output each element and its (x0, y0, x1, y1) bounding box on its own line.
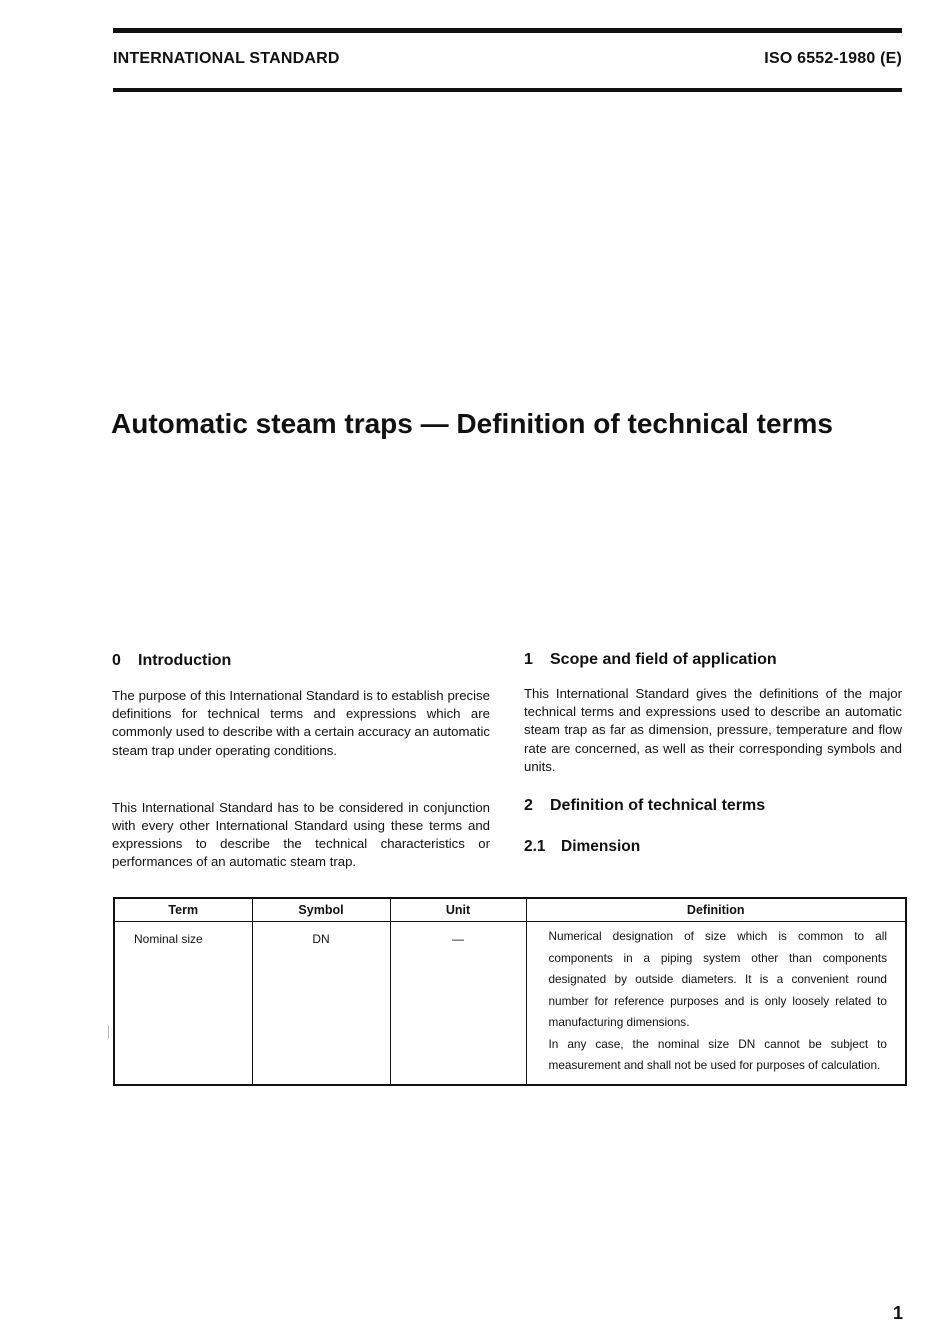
terms-table (113, 897, 907, 1086)
section-title: Introduction (138, 652, 232, 669)
section-number: 0 (112, 652, 121, 669)
section-number: 2.1 (524, 838, 546, 856)
section-heading-definitions (524, 795, 902, 817)
margin-mark (108, 1025, 109, 1039)
section-title: Scope and field of application (550, 651, 777, 668)
header-bottom-rule (113, 88, 902, 92)
column-header-definition: Definition (526, 898, 906, 922)
column-header-symbol: Symbol (252, 898, 390, 922)
cell-symbol: DN (252, 922, 390, 1086)
table-header-row (114, 898, 906, 922)
right-column (524, 649, 902, 858)
header-top-rule (113, 28, 902, 33)
section-number: 1 (524, 651, 533, 668)
table-row (114, 922, 906, 1086)
definition-note: In any case, the nominal size DN cannot be subject to measurement and shall not be used for purposes of calculation. (548, 1036, 887, 1072)
header-document-number: ISO 6552-1980 (E) (764, 50, 902, 67)
section-title: Dimension (561, 838, 641, 856)
page-number: 1 (892, 1303, 903, 1323)
scope-paragraph: This International Standard gives the definitions of the major technical terms and expressions used to describe an automatic steam trap as far as dimension, pressure, temperature and flow rate are concerned, as well as their corresponding symbols and units. (524, 686, 902, 774)
subsection-heading-dimension (524, 836, 902, 858)
section-heading-scope (524, 649, 902, 671)
definition-text: Numerical designation of size which is common to all components in a piping system other than components designated by outside diameters. It is a convenient round number for reference purposes and is only loosely related to manufacturing dimensions. (548, 929, 887, 1029)
column-header-unit: Unit (390, 898, 526, 922)
cell-definition (526, 922, 906, 1086)
section-heading-introduction (112, 650, 490, 672)
section-title: Definition of technical terms (550, 797, 766, 815)
introduction-paragraph-2: This International Standard has to be considered in conjunction with every other International Standard using these terms and expressions to describe the technical characteristics or performances of an automatic steam trap. (112, 799, 490, 870)
section-number: 2 (524, 797, 533, 815)
header-standard-label: INTERNATIONAL STANDARD (113, 50, 340, 67)
left-column (112, 650, 490, 872)
cell-term: Nominal size (114, 922, 252, 1086)
cell-unit: — (390, 922, 526, 1086)
document-title: Automatic steam traps — Definition of technical terms (111, 408, 833, 439)
column-header-term: Term (114, 898, 252, 922)
introduction-paragraph-1: The purpose of this International Standard is to establish precise definitions for technical terms and expressions which are commonly used to describe with a certain accuracy an automatic steam trap under operating conditions. (112, 688, 490, 758)
